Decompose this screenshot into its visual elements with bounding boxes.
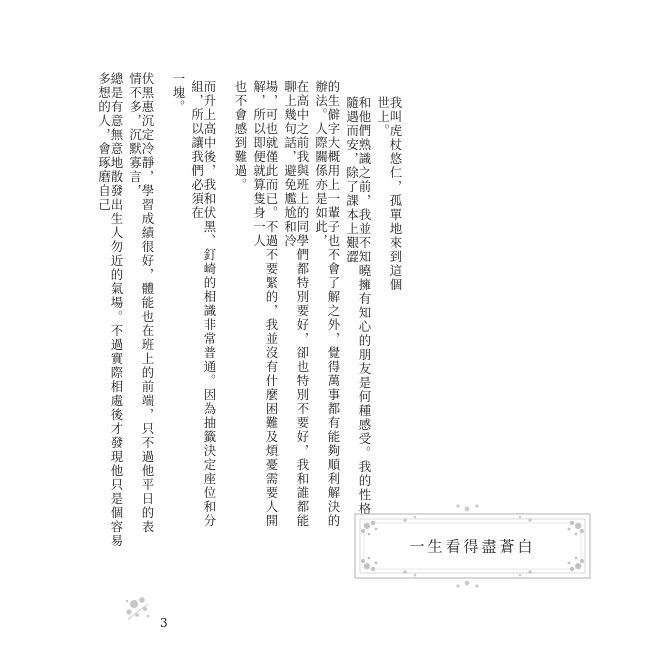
body-column-9: 伏黑惠沉定冷靜，學習成績很好，體能也在班上的前端，只不過他平日的表情不多，沉默寡言， (127, 72, 155, 534)
body-column-4: 在高中之前我與班上的同學們都特別要好，卻也特別不要好，我和誰都能聊上幾句話，避免尷尬和冷 (282, 80, 310, 528)
chapter-title-cartouche (345, 500, 600, 592)
body-column-1: 我叫虎杖悠仁，孤單地來到這個世上。 (375, 96, 403, 292)
body-column-8: 一塊。 (171, 72, 186, 114)
page-number: 3 (160, 616, 168, 630)
floral-flourish-icon (122, 592, 156, 626)
body-column-7: 而升上高中後，我和伏黑、釘崎的相識非常普通。因為抽籤決定座位和分組，所以讓我們必須在 (189, 80, 217, 528)
chapter-title-text: 一生看得盡蒼白 (409, 537, 536, 556)
body-column-3: 的生僻字大概用上一輩子也不會了解之外，覺得萬事都有能夠順利解決的辦法。人際關係亦是如此， (313, 80, 341, 528)
body-column-6: 也不會感到難過。 (233, 80, 248, 192)
body-column-10: 總是有意無意地散發出生人勿近的氣場。不過實際相處後才發現他只是個容易多想的人，會琢磨自己 (96, 72, 124, 548)
body-column-5: 場，可也就僅此而已。不過不要緊的，我並沒有什麼困難及煩憂需要人開解，所以即便就算隻身一人 (251, 80, 279, 528)
body-column-2: 和他們熟識之前，我並不知曉擁有知心的朋友是何種感受。我的性格隨遇而安，除了課本上艱澀 (344, 96, 372, 516)
